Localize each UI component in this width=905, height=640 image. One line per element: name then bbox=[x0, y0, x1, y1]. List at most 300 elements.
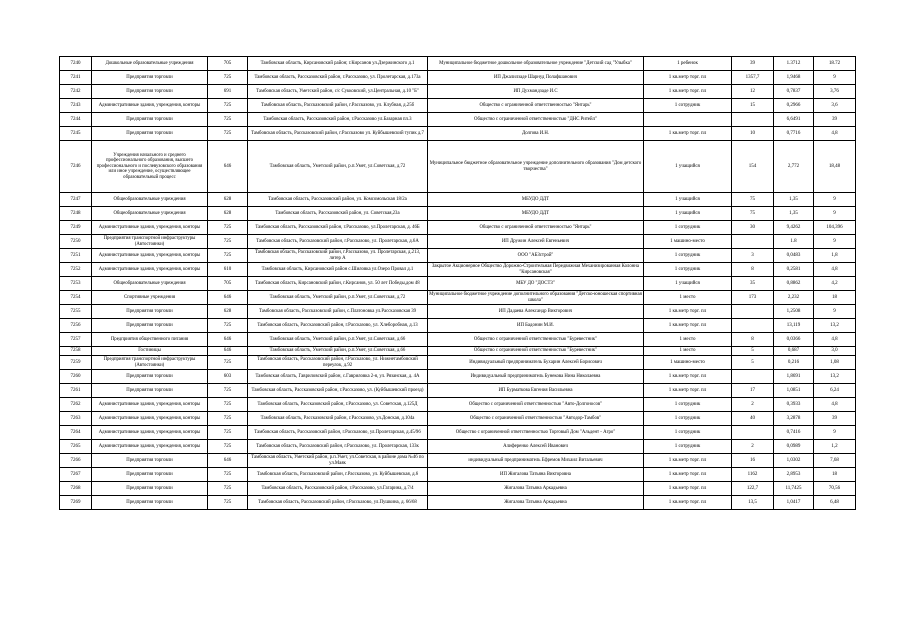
cell-code: 725 bbox=[208, 426, 248, 440]
cell-number: 7267 bbox=[60, 468, 92, 482]
cell-norm-mass: 1.3712 bbox=[774, 57, 814, 71]
cell-quantity: 75 bbox=[732, 193, 774, 207]
cell-number: 7258 bbox=[60, 347, 92, 356]
cell-norm-mass: 0,687 bbox=[774, 347, 814, 356]
cell-organization: ИП Джалилзаде Шарнуд Полафшанович bbox=[428, 71, 644, 85]
cell-code: 725 bbox=[208, 440, 248, 454]
cell-norm-mass: 1,35 bbox=[774, 193, 814, 207]
cell-organization: ИП Жигалова Татьяна Викторовна bbox=[428, 468, 644, 482]
cell-norm-volume: 18 bbox=[814, 468, 856, 482]
cell-object-type: Административные здания, учреждения, конторы bbox=[92, 99, 208, 113]
cell-address: Тамбовская область, Рассказовский район, г.Рассказово, ул.Гагарина, д.7/4 bbox=[248, 482, 428, 496]
cell-object-type: Общеобразовательные учреждения bbox=[92, 193, 208, 207]
cell-address: Тамбовская область, Уметский район, р.п.Умет, ул.Советская, в районе дома №46 по ул.Маяк bbox=[248, 454, 428, 468]
table-row bbox=[60, 291, 856, 305]
table-row bbox=[60, 85, 856, 99]
cell-quantity: 173 bbox=[732, 291, 774, 305]
table-row bbox=[60, 496, 856, 510]
cell-norm-volume: 104,396 bbox=[814, 221, 856, 235]
cell-unit: 1 учащийся bbox=[644, 193, 732, 207]
cell-number: 7255 bbox=[60, 305, 92, 319]
cell-quantity: 75 bbox=[732, 207, 774, 221]
cell-norm-volume: 13,2 bbox=[814, 319, 856, 333]
cell-unit: 1 сотрудник bbox=[644, 263, 732, 277]
cell-number: 7261 bbox=[60, 384, 92, 398]
table-row bbox=[60, 384, 856, 398]
cell-norm-volume: 3,0 bbox=[814, 347, 856, 356]
cell-code: 610 bbox=[208, 263, 248, 277]
cell-organization: МБУ ДО "ДОСТЗ" bbox=[428, 277, 644, 291]
registry-table bbox=[59, 56, 856, 510]
cell-unit: 1 сотрудник bbox=[644, 398, 732, 412]
cell-norm-volume: 70,56 bbox=[814, 482, 856, 496]
cell-unit: 1 кв.метр торг. пл bbox=[644, 482, 732, 496]
cell-unit: 1 кв.метр торг. пл bbox=[644, 454, 732, 468]
cell-organization: Общество с ограниченной ответственностью "Буревестник" bbox=[428, 347, 644, 356]
cell-number: 7256 bbox=[60, 319, 92, 333]
cell-unit bbox=[644, 113, 732, 127]
cell-object-type: Предприятия торговли bbox=[92, 127, 208, 141]
cell-address: Тамбовская область, Рассказовский район, г.Рассказово, ул.Пролетарская, д.45/96 bbox=[248, 426, 428, 440]
table-row bbox=[60, 305, 856, 319]
cell-norm-mass: 2,8953 bbox=[774, 468, 814, 482]
cell-quantity: 8 bbox=[732, 263, 774, 277]
cell-address: Тамбовская область, Рассказовский район, г.Рассказово ул. Куйбышевский тупик д.7 bbox=[248, 127, 428, 141]
cell-quantity: 1357,7 bbox=[732, 71, 774, 85]
table-row bbox=[60, 482, 856, 496]
cell-code: 725 bbox=[208, 71, 248, 85]
cell-code: 725 bbox=[208, 127, 248, 141]
cell-quantity: 5 bbox=[732, 356, 774, 370]
cell-number: 7259 bbox=[60, 356, 92, 370]
cell-code: 646 bbox=[208, 347, 248, 356]
cell-object-type: Спортивные учреждения bbox=[92, 291, 208, 305]
cell-number: 7251 bbox=[60, 249, 92, 263]
cell-norm-volume: 39 bbox=[814, 412, 856, 426]
cell-number: 7250 bbox=[60, 235, 92, 249]
cell-quantity: 5 bbox=[732, 347, 774, 356]
cell-norm-volume: 18,48 bbox=[814, 141, 856, 193]
cell-address: Тамбовская область, Кирсановский район; г.Кирсанов ул.Дзержинского д.1 bbox=[248, 57, 428, 71]
cell-unit: 1 учащийся bbox=[644, 207, 732, 221]
cell-norm-volume: 3,76 bbox=[814, 85, 856, 99]
table-row bbox=[60, 235, 856, 249]
cell-organization: Индивидуальный предприниматель Бунекова Нина Николаевна bbox=[428, 370, 644, 384]
cell-code: 725 bbox=[208, 99, 248, 113]
table-row bbox=[60, 127, 856, 141]
cell-organization: ИП Дадаева Александр Викторович bbox=[428, 305, 644, 319]
cell-unit: 1 кв.метр торг. пл bbox=[644, 305, 732, 319]
cell-number: 7249 bbox=[60, 221, 92, 235]
cell-organization: ИП Бадонин М.И. bbox=[428, 319, 644, 333]
cell-number: 7242 bbox=[60, 85, 92, 99]
table-row bbox=[60, 207, 856, 221]
cell-organization: Индивидуальный предприниматель Бухарин Алексей Борисович bbox=[428, 356, 644, 370]
cell-quantity: 10 bbox=[732, 127, 774, 141]
cell-norm-mass: 0,2581 bbox=[774, 263, 814, 277]
cell-organization: ИП Бурматкова Евгения Васильевна bbox=[428, 384, 644, 398]
cell-object-type: Предприятия транспортной инфраструктуры (Автостоянки) bbox=[92, 235, 208, 249]
cell-norm-mass: 0,0483 bbox=[774, 249, 814, 263]
cell-organization: ООО "АБЗстрой" bbox=[428, 249, 644, 263]
cell-norm-mass: 1,0302 bbox=[774, 454, 814, 468]
cell-norm-volume: 13,2 bbox=[814, 370, 856, 384]
cell-object-type: Предприятия торговли bbox=[92, 305, 208, 319]
cell-code: 725 bbox=[208, 221, 248, 235]
cell-code: 725 bbox=[208, 412, 248, 426]
cell-norm-volume: 9 bbox=[814, 207, 856, 221]
table-row bbox=[60, 249, 856, 263]
registry-table-body bbox=[60, 57, 856, 510]
cell-unit: 1 кв.метр торг. пл bbox=[644, 384, 732, 398]
cell-norm-mass: 11,7425 bbox=[774, 482, 814, 496]
cell-code: 725 bbox=[208, 113, 248, 127]
cell-code: 725 bbox=[208, 496, 248, 510]
cell-address: Тамбовская область, Рассказовский район, г.Рассказово, ул. Нижнетамбовский переулок, д.92 bbox=[248, 356, 428, 370]
cell-norm-mass: 1.8 bbox=[774, 235, 814, 249]
cell-address: Тамбовская область, Рассказовский район, г.Рассказово, ул.Пушкина, д. 66/68 bbox=[248, 496, 428, 510]
cell-code: 646 bbox=[208, 333, 248, 347]
cell-code: 628 bbox=[208, 305, 248, 319]
cell-norm-mass: 0,8862 bbox=[774, 277, 814, 291]
cell-norm-volume: 1,08 bbox=[814, 356, 856, 370]
cell-quantity: 2 bbox=[732, 440, 774, 454]
cell-number: 7248 bbox=[60, 207, 92, 221]
cell-number: 7262 bbox=[60, 398, 92, 412]
cell-quantity: 8 bbox=[732, 333, 774, 347]
cell-quantity: 30 bbox=[732, 221, 774, 235]
cell-norm-volume: 18.72 bbox=[814, 57, 856, 71]
cell-address: Тамбовская область, Уметский район, с/с Сукковский, ул.Центральная, д.10 "Б" bbox=[248, 85, 428, 99]
cell-unit: 1 место bbox=[644, 347, 732, 356]
cell-quantity: 35 bbox=[732, 277, 774, 291]
cell-quantity: 122,7 bbox=[732, 482, 774, 496]
cell-address: Тамбовская область, Рассказовский район, г.Рассказово, ул. Советская, д.125Д bbox=[248, 398, 428, 412]
cell-address: Тамбовская область, Кирсановский район, г.Кирсанов, ул. 50 лет Победы,дом 48 bbox=[248, 277, 428, 291]
cell-address: Тамбовская область, Рассказовский район, г.Рассказово, ул.Пролетарская, д. 46Б bbox=[248, 221, 428, 235]
cell-quantity: 3 bbox=[732, 249, 774, 263]
cell-object-type: Предприятия торговли bbox=[92, 113, 208, 127]
cell-number: 7257 bbox=[60, 333, 92, 347]
cell-number: 7244 bbox=[60, 113, 92, 127]
cell-unit: 1 сотрудник bbox=[644, 249, 732, 263]
cell-address: Тамбовская область, Рассказовский район, г.Рассказово, ул. (Куйбышевский проезд) bbox=[248, 384, 428, 398]
cell-object-type: Административные здания, учреждения, конторы bbox=[92, 398, 208, 412]
cell-address: Тамбовская область, Рассказовский район, г.Рассказово, ул. Пролетарская, 133к bbox=[248, 440, 428, 454]
cell-object-type: Административные здания, учреждения, конторы bbox=[92, 440, 208, 454]
cell-organization: Муниципальное бюджетное образовательное учреждение дополнительного образования "Дом детского творчества" bbox=[428, 141, 644, 193]
table-row bbox=[60, 468, 856, 482]
cell-quantity bbox=[732, 370, 774, 384]
cell-unit: 1 учащийся bbox=[644, 141, 732, 193]
cell-address: Тамбовская область, Рассказовский район, г.Рассказово, ул. Пролетарская, д.6А bbox=[248, 235, 428, 249]
cell-address: Тамбовская область, Рассказовский район, г.Рассказово, ул. Хлеборобная, д.13 bbox=[248, 319, 428, 333]
cell-number: 7266 bbox=[60, 454, 92, 468]
cell-norm-mass: 0,7416 bbox=[774, 426, 814, 440]
table-row bbox=[60, 356, 856, 370]
table-row bbox=[60, 71, 856, 85]
cell-code: 725 bbox=[208, 468, 248, 482]
cell-object-type: Гостиницы bbox=[92, 347, 208, 356]
cell-norm-volume: 6,24 bbox=[814, 384, 856, 398]
cell-unit: 1 учащийся bbox=[644, 277, 732, 291]
cell-norm-volume: 7,68 bbox=[814, 454, 856, 468]
cell-norm-volume: 4,8 bbox=[814, 127, 856, 141]
cell-address: Тамбовская область, Рассказовский район, ул. Комсомольская 18/2а bbox=[248, 193, 428, 207]
cell-organization: ИП Духмандзаде И.С bbox=[428, 85, 644, 99]
cell-object-type: Предприятия транспортной инфраструктуры (Автостоянки) bbox=[92, 356, 208, 370]
cell-organization: индивидуальный предприниматель Ефремов Михаил Витальевич bbox=[428, 454, 644, 468]
cell-organization: МБУДО ДДТ bbox=[428, 207, 644, 221]
cell-code: 725 bbox=[208, 356, 248, 370]
cell-norm-mass: 0,0366 bbox=[774, 333, 814, 347]
cell-object-type: Предприятия торговли bbox=[92, 319, 208, 333]
cell-object-type: Учреждения начального и среднего профессионального образования, высшего профессионального и послевузовского образования или иное учреждение, осуществляющее образовательный процесс bbox=[92, 141, 208, 193]
cell-number: 7247 bbox=[60, 193, 92, 207]
cell-code: 725 bbox=[208, 384, 248, 398]
cell-norm-volume: 9 bbox=[814, 426, 856, 440]
cell-address: Тамбовская область, Уметский район, р.п.Умет, ул.Советская, д.66 bbox=[248, 347, 428, 356]
cell-norm-mass: 0,3933 bbox=[774, 398, 814, 412]
cell-norm-mass: 1,9468 bbox=[774, 71, 814, 85]
cell-norm-volume: 39 bbox=[814, 113, 856, 127]
cell-address: Тамбовская область, Уметский район, р.п.Умет, ул.Советская, д.66 bbox=[248, 333, 428, 347]
table-row bbox=[60, 263, 856, 277]
cell-unit: 1 сотрудник bbox=[644, 412, 732, 426]
cell-norm-mass: 0,2966 bbox=[774, 99, 814, 113]
cell-object-type: Административные здания, учреждения, конторы bbox=[92, 412, 208, 426]
cell-norm-volume: 18 bbox=[814, 291, 856, 305]
cell-address: Тамбовская область, Рассказовский район, г.Рассказово, ул. Пролетарская, д.213, литер А bbox=[248, 249, 428, 263]
cell-quantity bbox=[732, 113, 774, 127]
cell-object-type: Предприятия торговли bbox=[92, 71, 208, 85]
cell-address: Тамбовская область, Уметский район, р.п.Умет, ул.Советская, д.72 bbox=[248, 141, 428, 193]
cell-code: 725 bbox=[208, 398, 248, 412]
cell-norm-mass: 1,0417 bbox=[774, 496, 814, 510]
cell-unit: 1 кв.метр торг. пл bbox=[644, 71, 732, 85]
cell-code: 691 bbox=[208, 85, 248, 99]
cell-norm-mass: 9,4262 bbox=[774, 221, 814, 235]
cell-organization: Общество с ограниченной ответственностью "Авто-Долгоносов" bbox=[428, 398, 644, 412]
cell-number: 7246 bbox=[60, 141, 92, 193]
cell-address: Тамбовская область, Рассказовский район, с.Платоновка ул.Рассказовская 39 bbox=[248, 305, 428, 319]
cell-number: 7260 bbox=[60, 370, 92, 384]
cell-object-type: Общеобразовательные учреждения bbox=[92, 277, 208, 291]
cell-norm-mass: 2,232 bbox=[774, 291, 814, 305]
cell-norm-volume: 1,2 bbox=[814, 440, 856, 454]
cell-quantity: 154 bbox=[732, 141, 774, 193]
table-row bbox=[60, 141, 856, 193]
table-row bbox=[60, 333, 856, 347]
cell-object-type: Предприятия торговли bbox=[92, 454, 208, 468]
cell-number: 7243 bbox=[60, 99, 92, 113]
cell-code: 725 bbox=[208, 319, 248, 333]
cell-number: 7264 bbox=[60, 426, 92, 440]
cell-code: 646 bbox=[208, 291, 248, 305]
cell-norm-volume: 9 bbox=[814, 235, 856, 249]
cell-quantity bbox=[732, 319, 774, 333]
cell-object-type: Административные здания, учреждения, конторы bbox=[92, 426, 208, 440]
cell-quantity: 2 bbox=[732, 398, 774, 412]
cell-norm-mass: 13,119 bbox=[774, 319, 814, 333]
cell-object-type: Предприятия торговли bbox=[92, 496, 208, 510]
cell-number: 7265 bbox=[60, 440, 92, 454]
cell-quantity: 17 bbox=[732, 384, 774, 398]
cell-quantity: 12 bbox=[732, 85, 774, 99]
table-row bbox=[60, 277, 856, 291]
cell-organization: Жигалова Татьяна Аркадьевна bbox=[428, 496, 644, 510]
cell-number: 7269 bbox=[60, 496, 92, 510]
cell-number: 7263 bbox=[60, 412, 92, 426]
cell-unit: 1 кв.метр торг. пл bbox=[644, 85, 732, 99]
cell-number: 7240 bbox=[60, 57, 92, 71]
cell-unit: 1 кв.метр торг. пл bbox=[644, 319, 732, 333]
cell-organization: Закрытое Акционерное Общество Дорожно-Строительная Передвижная Механизированная Колонна "Кирсановская" bbox=[428, 263, 644, 277]
cell-quantity bbox=[732, 305, 774, 319]
cell-norm-volume: 4,8 bbox=[814, 263, 856, 277]
cell-quantity bbox=[732, 426, 774, 440]
cell-norm-volume: 9 bbox=[814, 305, 856, 319]
cell-norm-mass: 0,7837 bbox=[774, 85, 814, 99]
cell-organization: Общество с ограниченной ответственностью Торговый Дом "Альдент - Агро" bbox=[428, 426, 644, 440]
cell-object-type: Общеобразовательные учреждения bbox=[92, 207, 208, 221]
cell-norm-volume: 9 bbox=[814, 193, 856, 207]
cell-object-type: Административные здания, учреждения, конторы bbox=[92, 263, 208, 277]
cell-object-type: Административные здания, учреждения, конторы bbox=[92, 221, 208, 235]
cell-number: 7241 bbox=[60, 71, 92, 85]
cell-quantity: 13,5 bbox=[732, 496, 774, 510]
cell-organization: Общество с ограниченной ответственностью "Автодор-Тамбов" bbox=[428, 412, 644, 426]
cell-address: Тамбовская область, Уметский район, р.п.Умет, ул.Советская, д.72 bbox=[248, 291, 428, 305]
cell-norm-volume: 4,8 bbox=[814, 398, 856, 412]
cell-unit: 1 сотрудник bbox=[644, 440, 732, 454]
cell-organization: Общество с ограниченной ответственностью "Янтарь" bbox=[428, 221, 644, 235]
cell-unit: 1 сотрудник bbox=[644, 221, 732, 235]
cell-unit: 1 машино-место bbox=[644, 235, 732, 249]
cell-code: 725 bbox=[208, 249, 248, 263]
cell-quantity: 40 bbox=[732, 412, 774, 426]
table-row bbox=[60, 99, 856, 113]
cell-address: Тамбовская область, Рассказовский район, г.Рассказово, ул.Донская, д.104а bbox=[248, 412, 428, 426]
cell-object-type: Предприятия торговли bbox=[92, 482, 208, 496]
table-row bbox=[60, 347, 856, 356]
cell-norm-mass: 1,35 bbox=[774, 207, 814, 221]
cell-quantity bbox=[732, 235, 774, 249]
table-row bbox=[60, 193, 856, 207]
table-row bbox=[60, 370, 856, 384]
table-row bbox=[60, 426, 856, 440]
cell-norm-mass: 0,216 bbox=[774, 356, 814, 370]
cell-organization: Общество с ограниченной ответственностью "ДНС Ритейл" bbox=[428, 113, 644, 127]
cell-code: 646 bbox=[208, 454, 248, 468]
cell-unit: 1 сотрудник bbox=[644, 99, 732, 113]
cell-object-type: Предприятия общественного питания bbox=[92, 333, 208, 347]
cell-address: Тамбовская область, Рассказовский район, ул. Советская,23а bbox=[248, 207, 428, 221]
cell-unit: 1 место bbox=[644, 291, 732, 305]
cell-code: 725 bbox=[208, 235, 248, 249]
table-row bbox=[60, 440, 856, 454]
cell-address: Тамбовская область, Кирсановский район с.Шиловка ул.Озеро Провал д.1 bbox=[248, 263, 428, 277]
cell-quantity: 1162 bbox=[732, 468, 774, 482]
cell-organization: Жигалова Татьяна Аркадьевна bbox=[428, 482, 644, 496]
cell-code: 603 bbox=[208, 370, 248, 384]
cell-code: 628 bbox=[208, 193, 248, 207]
cell-norm-volume: 1,8 bbox=[814, 249, 856, 263]
cell-organization: МБУДО ДДТ bbox=[428, 193, 644, 207]
cell-number: 7254 bbox=[60, 291, 92, 305]
cell-code: 705 bbox=[208, 57, 248, 71]
cell-object-type: Предприятия торговли bbox=[92, 370, 208, 384]
cell-address: Тамбовская область, Рассказовский район, г.Рассказово, ул. Куйбышевская, д.6 bbox=[248, 468, 428, 482]
cell-object-type: Предприятия торговли bbox=[92, 384, 208, 398]
cell-address: Тамбовская область, Рассказовский район, г.Рассказово, ул. Клубная, д.25б bbox=[248, 99, 428, 113]
cell-object-type: Предприятия торговли bbox=[92, 85, 208, 99]
cell-unit: 1 место bbox=[644, 333, 732, 347]
cell-code: 646 bbox=[208, 141, 248, 193]
cell-norm-volume: 9 bbox=[814, 71, 856, 85]
table-row bbox=[60, 454, 856, 468]
cell-norm-volume: 4,2 bbox=[814, 277, 856, 291]
cell-address: Тамбовская область, Гавриловский район, с.Гавриловка 2-я, ул. Рязанская, д. 4А bbox=[248, 370, 428, 384]
cell-organization: Алиференко Алексей Иванович bbox=[428, 440, 644, 454]
table-row bbox=[60, 57, 856, 71]
cell-address: Тамбовская область, Рассказовский район, г.Рассказово ул.Базарная пл.3 bbox=[248, 113, 428, 127]
cell-organization: Муниципальное бюджетное дошкольное образовательное учреждение "Детский сад "Улыбка" bbox=[428, 57, 644, 71]
table-row bbox=[60, 221, 856, 235]
cell-norm-mass: 1,8691 bbox=[774, 370, 814, 384]
cell-object-type: Предприятия торговли bbox=[92, 468, 208, 482]
cell-number: 7252 bbox=[60, 263, 92, 277]
cell-norm-volume: 6,48 bbox=[814, 496, 856, 510]
cell-organization: Общество с ограниченной ответственностью "Янтарь" bbox=[428, 99, 644, 113]
cell-norm-volume: 3,6 bbox=[814, 99, 856, 113]
cell-unit: 1 ребенок bbox=[644, 57, 732, 71]
cell-norm-mass: 2,772 bbox=[774, 141, 814, 193]
cell-code: 705 bbox=[208, 277, 248, 291]
cell-object-type: Дошкольные образовательные учреждения bbox=[92, 57, 208, 71]
cell-norm-mass: 1,0851 bbox=[774, 384, 814, 398]
cell-address: Тамбовская область, Рассказовский район, г.Рассказово, ул. Пролетарская, д.173а bbox=[248, 71, 428, 85]
cell-norm-mass: 0,7716 bbox=[774, 127, 814, 141]
table-row bbox=[60, 398, 856, 412]
cell-code: 628 bbox=[208, 207, 248, 221]
cell-quantity: 15 bbox=[732, 99, 774, 113]
cell-norm-mass: 0,0989 bbox=[774, 440, 814, 454]
cell-organization: ИП Дружин Алексей Евгеньевич bbox=[428, 235, 644, 249]
table-row bbox=[60, 412, 856, 426]
cell-unit: 1 кв.метр торг. пл bbox=[644, 496, 732, 510]
cell-unit: 1 кв.метр торг. пл bbox=[644, 127, 732, 141]
cell-number: 7245 bbox=[60, 127, 92, 141]
table-row bbox=[60, 319, 856, 333]
cell-organization: Муниципальное бюджетное учреждение дополнительного образования "Детско-юношеская спортивная школа" bbox=[429, 291, 642, 303]
cell-norm-mass: 3,2878 bbox=[774, 412, 814, 426]
cell-norm-volume: 4,8 bbox=[814, 333, 856, 347]
cell-object-type: Административные здания, учреждения, конторы bbox=[92, 249, 208, 263]
cell-unit: 1 машино-место bbox=[644, 356, 732, 370]
cell-quantity: 16 bbox=[732, 454, 774, 468]
cell-quantity: 39 bbox=[732, 57, 774, 71]
table-row bbox=[60, 113, 856, 127]
cell-norm-mass: 6,6491 bbox=[774, 113, 814, 127]
cell-code: 725 bbox=[208, 482, 248, 496]
cell-unit: 1 сотрудник bbox=[644, 426, 732, 440]
cell-organization: Общество с ограниченной ответственностью "Буревестник" bbox=[428, 333, 644, 347]
cell-unit: 1 кв.метр торг. пл bbox=[644, 370, 732, 384]
cell-unit: 1 кв.метр торг. пл bbox=[644, 468, 732, 482]
cell-norm-mass: 1,2508 bbox=[774, 305, 814, 319]
cell-number: 7268 bbox=[60, 482, 92, 496]
